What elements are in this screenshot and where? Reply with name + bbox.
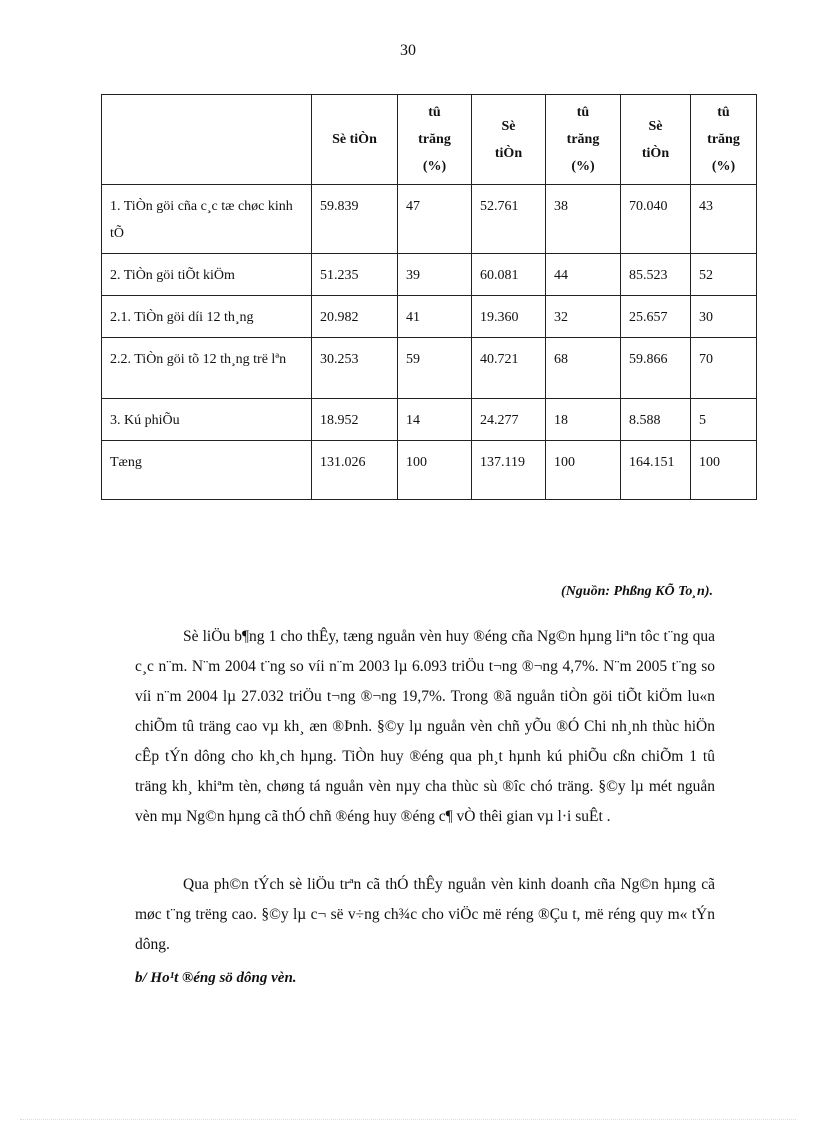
table-cell: 164.151 — [621, 441, 691, 500]
table-cell: 44 — [546, 254, 621, 296]
table-cell: 100 — [398, 441, 472, 500]
table-header-cell: Sè tiÒn — [621, 95, 691, 185]
table-cell: 32 — [546, 296, 621, 338]
table-cell: 100 — [691, 441, 757, 500]
page-bottom-divider — [20, 1119, 796, 1120]
table-cell: 24.277 — [472, 399, 546, 441]
row-label: Tæng — [102, 441, 312, 500]
table-row — [102, 338, 757, 399]
table-cell: 51.235 — [312, 254, 398, 296]
table-cell: 30.253 — [312, 338, 398, 399]
table-row — [102, 399, 757, 441]
body-paragraph: Sè liÖu b¶ng 1 cho thÊy, tæng nguån vèn huy ®éng cña Ng©n hµng liªn tôc t¨ng qua c¸c n¨m. N¨m 2004 t¨ng so víi n¨m 2003 lµ 6.093 triÖu t¬ng ®¬ng 4,7%. N¨m 2005 t¨ng so víi n¨m 2004 lµ 27.032 triÖu t¬ng ®¬ng 19,7%. Trong ®ã nguån tiÒn göi tiÕt kiÖm lu«n chiÕm tû träng cao vµ kh¸ æn ®Þnh. §©y lµ nguån vèn chñ yÕu ®Ó Chi nh¸nh thùc hiÖn cÊp tÝn dông cho kh¸ch hµng. TiÒn huy ®éng qua ph¸t hµnh kú phiÕu cßn chiÕm 1 tû träng kh¸ khiªm tèn, chøng tá nguån vèn nµy cha thùc sù ®îc chó träng. §©y lµ mét nguån vèn mµ Ng©n hµng cã thÓ chñ ®éng huy ®éng c¶ vÒ thêi gian vµ l·i suÊt . — [135, 628, 715, 825]
table-header-cell — [102, 95, 312, 185]
table-cell: 137.119 — [472, 441, 546, 500]
page-number: 30 — [400, 42, 416, 59]
table-cell: 41 — [398, 296, 472, 338]
table-cell: 30 — [691, 296, 757, 338]
table-cell: 40.721 — [472, 338, 546, 399]
table-cell: 38 — [546, 185, 621, 254]
table-cell: 85.523 — [621, 254, 691, 296]
table-cell: 52.761 — [472, 185, 546, 254]
row-label: 2.1. TiÒn göi díi 12 th¸ng — [102, 296, 312, 338]
table-cell: 8.588 — [621, 399, 691, 441]
table-header-cell: Sè tiÒn — [472, 95, 546, 185]
table-cell: 5 — [691, 399, 757, 441]
table-cell: 60.081 — [472, 254, 546, 296]
row-label: 1. TiÒn göi cña c¸c tæ chøc kinh tÕ — [102, 185, 312, 254]
section-heading: b/ Ho¹t ®éng sö dông vèn. — [135, 970, 297, 986]
table-cell: 18 — [546, 399, 621, 441]
table-row — [102, 185, 757, 254]
row-label: 2.2. TiÒn göi tõ 12 th¸ng trë lªn — [102, 338, 312, 399]
table-total-row — [102, 441, 757, 500]
table-source-note: (Nguồn: Phßng KÕ To¸n). — [561, 584, 713, 599]
table-cell: 14 — [398, 399, 472, 441]
table-cell: 52 — [691, 254, 757, 296]
table-cell: 131.026 — [312, 441, 398, 500]
table-cell: 68 — [546, 338, 621, 399]
table-cell: 47 — [398, 185, 472, 254]
table-header-cell: Sè tiÒn — [312, 95, 398, 185]
table-header-row — [102, 95, 757, 185]
row-label: 3. Kú phiÕu — [102, 399, 312, 441]
table-cell: 59 — [398, 338, 472, 399]
table-header-cell: tû trăng (%) — [546, 95, 621, 185]
table-cell: 70.040 — [621, 185, 691, 254]
table-cell: 59.866 — [621, 338, 691, 399]
table-cell: 70 — [691, 338, 757, 399]
table-cell: 19.360 — [472, 296, 546, 338]
body-paragraph: Qua ph©n tÝch sè liÖu trªn cã thÓ thÊy nguån vèn kinh doanh cña Ng©n hµng cã møc t¨ng trëng cao. §©y lµ c¬ së v÷ng ch¾c cho viÖc më réng ®Çu t, më réng quy m« tÝn dông. — [135, 876, 715, 953]
table-cell: 20.982 — [312, 296, 398, 338]
table-header-cell: tû trăng (%) — [691, 95, 757, 185]
table-cell: 25.657 — [621, 296, 691, 338]
table-row — [102, 296, 757, 338]
table-cell: 100 — [546, 441, 621, 500]
table-row — [102, 254, 757, 296]
table-cell: 18.952 — [312, 399, 398, 441]
table-cell: 39 — [398, 254, 472, 296]
capital-mobilization-table — [101, 94, 757, 500]
row-label: 2. TiÒn göi tiÕt kiÖm — [102, 254, 312, 296]
table-cell: 59.839 — [312, 185, 398, 254]
table-cell: 43 — [691, 185, 757, 254]
table-header-cell: tû trăng (%) — [398, 95, 472, 185]
